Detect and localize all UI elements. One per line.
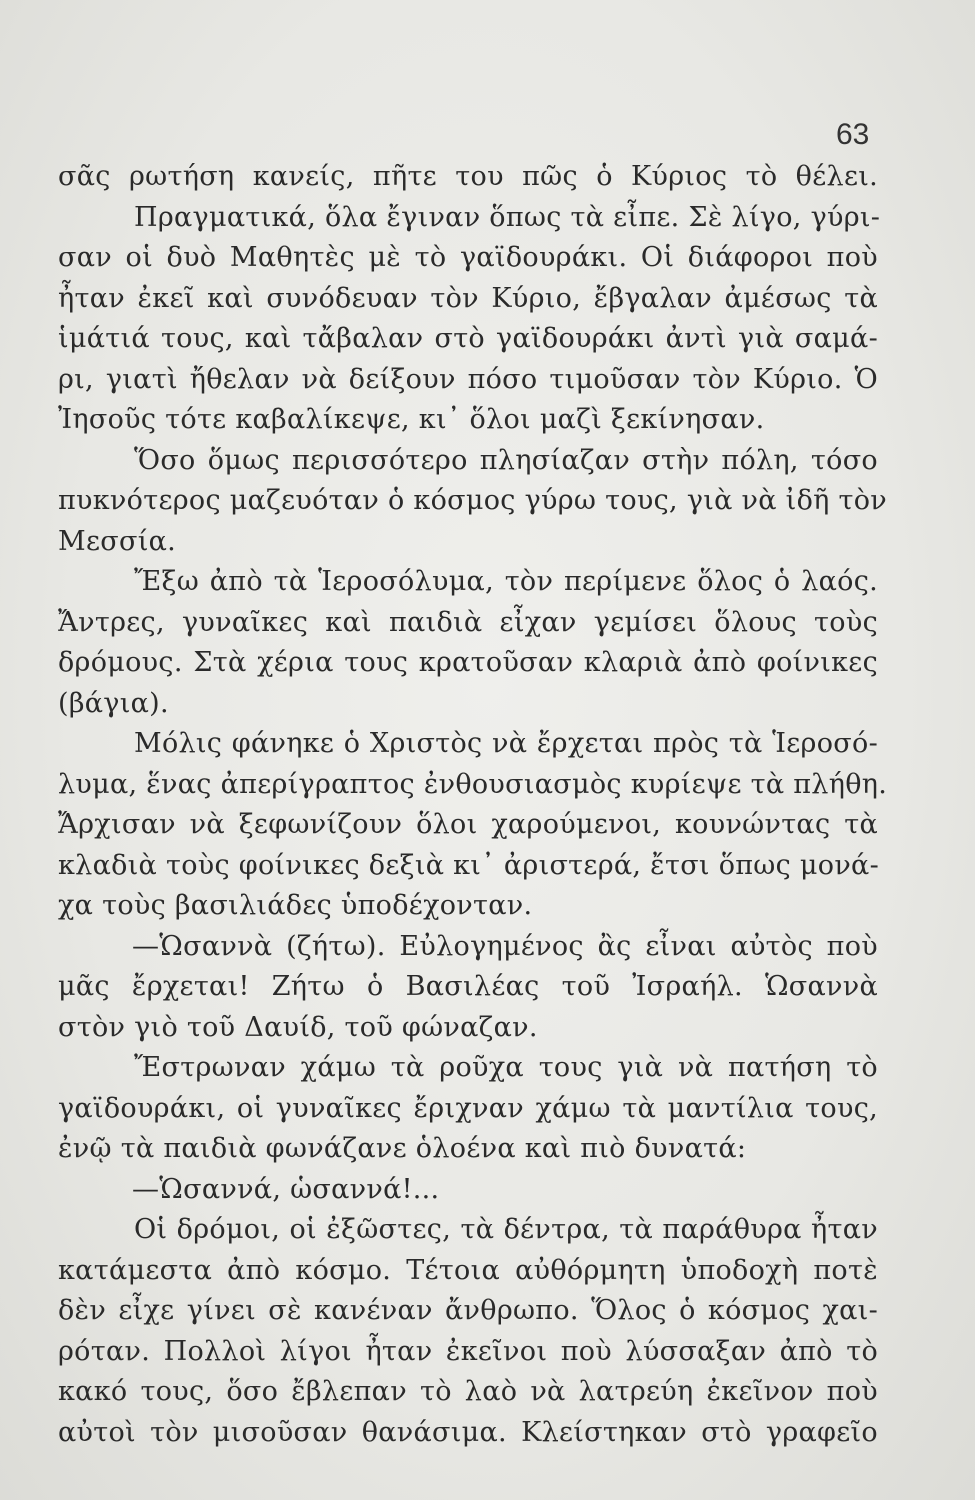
text-line: αὐτοὶ τὸν μισοῦσαν θανάσιμα. Κλείστηκαν στὸ γραφεῖο	[58, 1416, 878, 1448]
text-line: σᾶς ρωτήση κανείς, πῆτε του πῶς ὁ Κύριος τὸ θέλει.	[58, 161, 878, 192]
page-number: 63	[836, 118, 870, 151]
text-line: κατάμεστα ἀπὸ κόσμο. Τέτοια αὐθόρμητη ὑποδοχὴ ποτὲ	[58, 1254, 878, 1286]
text-line: ρι, γιατὶ ἤθελαν νὰ δείξουν πόσο τιμοῦσαν τὸν Κύριο. Ὁ	[58, 363, 878, 395]
text-line: Ἄρχισαν νὰ ξεφωνίζουν ὅλοι χαρούμενοι, κουνώντας τὰ	[58, 809, 878, 840]
text-line: Ὅσο ὅμως περισσότερο πλησίαζαν στὴν πόλη, τόσο	[134, 444, 878, 476]
text-line: Μεσσία.	[58, 525, 176, 557]
body-text	[58, 157, 888, 1453]
text-line: δρόμους. Στὰ χέρια τους κρατοῦσαν κλαριὰ ἀπὸ φοίνικες	[58, 647, 878, 678]
text-line: ἱμάτιά τους, καὶ τἄβαλαν στὸ γαϊδουράκι ἀντὶ γιὰ σαμά-	[58, 323, 878, 354]
text-line: ἐνῷ τὰ παιδιὰ φωνάζανε ὁλοένα καὶ πιὸ δυνατά:	[58, 1133, 747, 1164]
text-line: πυκνότερος μαζευόταν ὁ κόσμος γύρω τους, γιὰ νὰ ἰδῆ τὸν	[58, 485, 887, 516]
text-line: —Ὡσαννά, ὡσαννά!...	[132, 1173, 440, 1205]
text-line: ρόταν. Πολλοὶ λίγοι ἦταν ἐκεῖνοι ποὺ λύσσαξαν ἀπὸ τὸ	[58, 1335, 878, 1367]
text-line: γαϊδουράκι, οἱ γυναῖκες ἔριχναν χάμω τὰ μαντίλια τους,	[58, 1092, 878, 1124]
text-line: Ἔστρωναν χάμω τὰ ροῦχα τους γιὰ νὰ πατήση τὸ	[134, 1052, 878, 1083]
text-line: δὲν εἶχε γίνει σὲ κανέναν ἄνθρωπο. Ὅλος ὁ κόσμος χαι-	[58, 1295, 878, 1326]
text-line: —Ὡσαννὰ (ζήτω). Εὐλογημένος ἂς εἶναι αὐτὸς ποὺ	[132, 930, 878, 962]
text-line: Οἱ δρόμοι, οἱ ἐξῶστες, τὰ δέντρα, τὰ παράθυρα ἦταν	[134, 1214, 878, 1245]
text-line: λυμα, ἕνας ἀπερίγραπτος ἐνθουσιασμὸς κυρίεψε τὰ πλήθη.	[58, 768, 888, 800]
text-line: Ἔξω ἀπὸ τὰ Ἱεροσόλυμα, τὸν περίμενε ὅλος ὁ λαός.	[134, 566, 878, 597]
text-line: Ἄντρες, γυναῖκες καὶ παιδιὰ εἶχαν γεμίσει ὅλους τοὺς	[58, 606, 878, 638]
text-line: Μόλις φάνηκε ὁ Χριστὸς νὰ ἔρχεται πρὸς τὰ Ἱεροσό-	[134, 728, 878, 759]
text-line: Πραγματικά, ὅλα ἔγιναν ὅπως τὰ εἶπε. Σὲ λίγο, γύρι-	[134, 201, 881, 233]
text-line: μᾶς ἔρχεται! Ζήτω ὁ Βασιλέας τοῦ Ἰσραήλ. Ὡσαννὰ	[58, 971, 878, 1002]
text-line: (βάγια).	[58, 687, 169, 719]
text-line: σαν οἱ δυὸ Μαθητὲς μὲ τὸ γαϊδουράκι. Οἱ διάφοροι ποὺ	[58, 242, 878, 273]
text-line: χα τοὺς βασιλιάδες ὑποδέχονταν.	[58, 890, 533, 921]
text-line: κλαδιὰ τοὺς φοίνικες δεξιὰ κι᾽ ἀριστερά, ἔτσι ὅπως μονά-	[58, 849, 879, 881]
text-line: στὸν γιὸ τοῦ Δαυίδ, τοῦ φώναζαν.	[58, 1011, 538, 1043]
text-line: κακό τους, ὅσο ἔβλεπαν τὸ λαὸ νὰ λατρεύη ἐκεῖνον ποὺ	[58, 1376, 878, 1407]
text-line: ἦταν ἐκεῖ καὶ συνόδευαν τὸν Κύριο, ἔβγαλαν ἀμέσως τὰ	[58, 282, 878, 314]
text-line: Ἰησοῦς τότε καβαλίκεψε, κι᾽ ὅλοι μαζὶ ξεκίνησαν.	[58, 404, 765, 435]
